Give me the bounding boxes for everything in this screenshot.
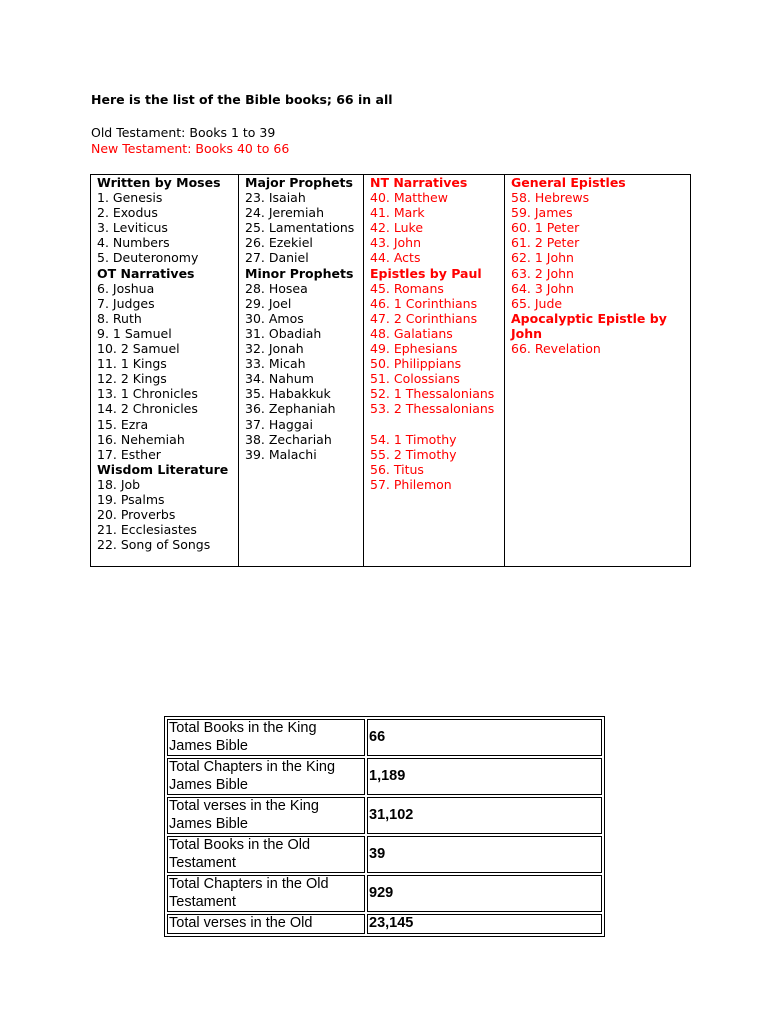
- book-item: 49. Ephesians: [370, 341, 458, 357]
- book-item: 6. Joshua: [97, 280, 155, 296]
- book-item: 16. Nehemiah: [97, 431, 185, 447]
- totals-label: Total Chapters in the Old Testament: [167, 875, 365, 912]
- totals-label: Total verses in the Old: [167, 914, 365, 934]
- book-item: 23. Isaiah: [245, 190, 306, 206]
- book-item: 7. Judges: [97, 295, 155, 311]
- totals-value: 66: [367, 719, 602, 756]
- book-item: 52. 1 Thessalonians: [370, 386, 495, 402]
- book-item: 55. 2 Timothy: [370, 446, 457, 462]
- totals-value: 23,145: [367, 914, 602, 934]
- group-title: OT Narratives: [97, 265, 195, 281]
- book-item: 1. Genesis: [97, 190, 163, 206]
- book-item: 14. 2 Chronicles: [97, 401, 198, 417]
- book-item: 53. 2 Thessalonians: [370, 401, 495, 417]
- old-testament-range: Old Testament: Books 1 to 39: [91, 125, 276, 140]
- book-item: 19. Psalms: [97, 491, 165, 507]
- totals-row: [167, 914, 602, 934]
- totals-label: Total verses in the King James Bible: [167, 797, 365, 834]
- totals-label: Total Chapters in the King James Bible: [167, 758, 365, 795]
- book-item: 18. Job: [97, 476, 141, 492]
- book-item: 41. Mark: [370, 205, 425, 221]
- book-item: 31. Obadiah: [245, 325, 322, 341]
- group-title: Minor Prophets: [245, 265, 354, 281]
- bible-totals-table: [164, 716, 605, 937]
- book-item: 26. Ezekiel: [245, 235, 313, 251]
- book-item: 65. Jude: [511, 295, 563, 311]
- book-item: 45. Romans: [370, 280, 444, 296]
- totals-row: [167, 758, 602, 795]
- blank-line: [370, 417, 498, 432]
- page-heading: Here is the list of the Bible books; 66 in all: [91, 92, 393, 107]
- book-item: 47. 2 Corinthians: [370, 310, 478, 326]
- book-item: 50. Philippians: [370, 356, 462, 372]
- bible-books-table: [90, 174, 691, 567]
- book-item: 27. Daniel: [245, 250, 309, 266]
- totals-value: 929: [367, 875, 602, 912]
- book-item: 60. 1 Peter: [511, 220, 580, 236]
- book-item: 21. Ecclesiastes: [97, 522, 197, 538]
- book-item: 20. Proverbs: [97, 507, 176, 523]
- book-item: 29. Joel: [245, 295, 292, 311]
- book-item: 10. 2 Samuel: [97, 341, 180, 357]
- group-title: General Epistles: [511, 175, 626, 190]
- book-item: 34. Nahum: [245, 371, 314, 387]
- book-item: 46. 1 Corinthians: [370, 295, 478, 311]
- book-item: 9. 1 Samuel: [97, 325, 172, 341]
- book-item: 11. 1 Kings: [97, 356, 167, 372]
- book-item: 54. 1 Timothy: [370, 431, 457, 447]
- totals-label: Total Books in the King James Bible: [167, 719, 365, 756]
- totals-row: [167, 797, 602, 834]
- book-item: 17. Esther: [97, 446, 161, 462]
- book-item: 28. Hosea: [245, 280, 308, 296]
- books-column-3: [364, 175, 505, 567]
- book-item: 12. 2 Kings: [97, 371, 167, 387]
- book-item: 4. Numbers: [97, 235, 170, 251]
- books-column-4: [505, 175, 691, 567]
- book-item: 39. Malachi: [245, 446, 317, 462]
- book-item: 30. Amos: [245, 310, 304, 326]
- book-item: 15. Ezra: [97, 416, 149, 432]
- book-item: 56. Titus: [370, 461, 424, 477]
- totals-value: 39: [367, 836, 602, 873]
- book-item: 32. Jonah: [245, 341, 304, 357]
- totals-value: 1,189: [367, 758, 602, 795]
- book-item: 63. 2 John: [511, 265, 574, 281]
- new-testament-range: New Testament: Books 40 to 66: [91, 141, 290, 156]
- totals-value: 31,102: [367, 797, 602, 834]
- book-item: 37. Haggai: [245, 416, 313, 432]
- books-column-2: [239, 175, 364, 567]
- group-title: Wisdom Literature: [97, 461, 229, 477]
- group-title: Written by Moses: [97, 175, 221, 190]
- book-item: 66. Revelation: [511, 341, 601, 357]
- book-item: 40. Matthew: [370, 190, 448, 206]
- book-item: 3. Leviticus: [97, 220, 168, 236]
- book-item: 57. Philemon: [370, 476, 452, 492]
- totals-row: [167, 836, 602, 873]
- book-item: 44. Acts: [370, 250, 421, 266]
- book-item: 61. 2 Peter: [511, 235, 580, 251]
- book-item: 22. Song of Songs: [97, 537, 211, 553]
- books-column-1: [91, 175, 239, 567]
- book-item: 13. 1 Chronicles: [97, 386, 198, 402]
- book-item: 42. Luke: [370, 220, 424, 236]
- book-item: 33. Micah: [245, 356, 306, 372]
- book-item: 62. 1 John: [511, 250, 574, 266]
- book-item: 2. Exodus: [97, 205, 158, 221]
- totals-row: [167, 875, 602, 912]
- totals-row: [167, 719, 602, 756]
- books-row: [91, 175, 691, 567]
- group-title: NT Narratives: [370, 175, 468, 190]
- book-item: 64. 3 John: [511, 280, 574, 296]
- book-item: 58. Hebrews: [511, 190, 590, 206]
- book-item: 51. Colossians: [370, 371, 460, 387]
- book-item: 5. Deuteronomy: [97, 250, 199, 266]
- book-item: 43. John: [370, 235, 422, 251]
- book-item: 35. Habakkuk: [245, 386, 331, 402]
- book-item: 25. Lamentations: [245, 220, 355, 236]
- group-title: Epistles by Paul: [370, 265, 482, 281]
- totals-label: Total Books in the Old Testament: [167, 836, 365, 873]
- book-item: 8. Ruth: [97, 310, 142, 326]
- book-item: 36. Zephaniah: [245, 401, 336, 417]
- book-item: 24. Jeremiah: [245, 205, 325, 221]
- group-title: Apocalyptic Epistle by John: [511, 310, 667, 341]
- book-item: 48. Galatians: [370, 325, 453, 341]
- book-item: 38. Zechariah: [245, 431, 332, 447]
- book-item: 59. James: [511, 205, 573, 221]
- group-title: Major Prophets: [245, 175, 353, 190]
